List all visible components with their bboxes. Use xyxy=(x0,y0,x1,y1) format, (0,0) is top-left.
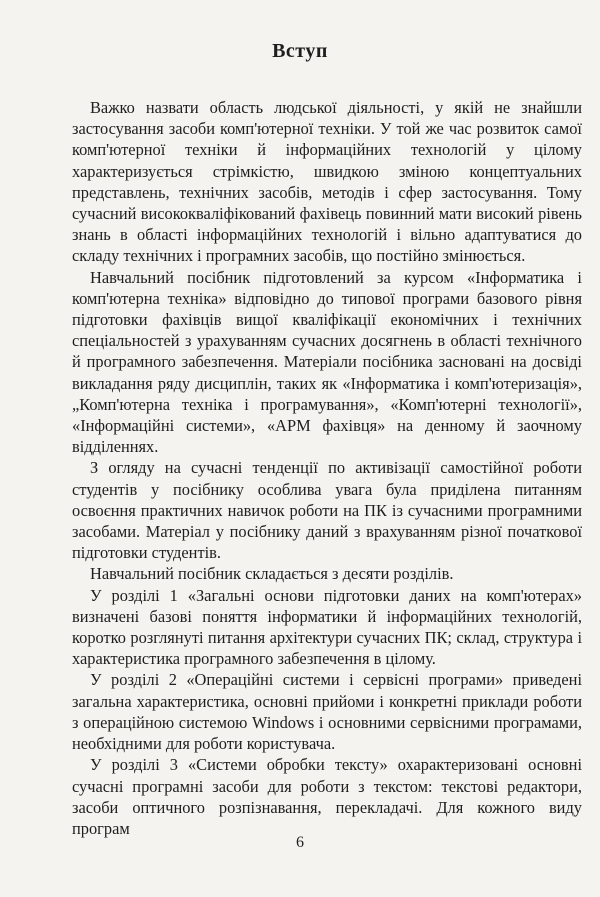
paragraph: У розділі 3 «Системи обробки тексту» охарактеризовані основні сучасні програмні засоби для роботи з текстом: текстові редактори, засоби оптичного розпізнавання, перекладачі. Для кожного виду програм xyxy=(72,755,582,838)
paragraph: Навчальний посібник підготовлений за курсом «Інформатика і комп'ютерна техніка» відповідно до типової програми базового рівня підготовки фахівців вищої кваліфікації економічних і технічних спеціальностей з урахуванням сучасних досягнень в області технічного й програмного забезпечення. Матеріали посібника засновані на досвіді викладання ряду дисциплін, таких як «Інформатика і комп'ютеризація», „Комп'ютерна техніка і програмування», «Комп'ютерні технології», «Інформаційні системи», «АРМ фахівця» на денному й заочному відділеннях. xyxy=(72,267,582,457)
paragraph: У розділі 2 «Операційні системи і сервісні програми» приведені загальна характеристика, основні прийоми і конкретні приклади роботи з операційною системою Windows і основними сервісними програмами, необхідними для роботи користувача. xyxy=(72,670,582,754)
body-text xyxy=(72,97,582,839)
paragraph: Важко назвати область людської діяльності, у якій не знайшли застосування засоби комп'ютерної техніки. У той же час розвиток самої комп'ютерної техніки й інформаційних технологій у цілому характеризується стрімкістю, швидкою зміною концептуальних представлень, технічних засобів, методів і сфер застосування. Тому сучасний висококваліфікований фахівець повинний мати високий рівень знань в області інформаційних технологій і вільно адаптуватися до складу технічних і програмних засобів, що постійно змінюється. xyxy=(72,98,582,266)
page-title: Вступ xyxy=(272,40,328,62)
paragraph: У розділі 1 «Загальні основи підготовки даних на комп'ютерах» визначені базові поняття інформатики й інформаційних технологій, коротко розглянуті питання архітектури сучасних ПК; склад, структура і характеристика програмного забезпечення в цілому. xyxy=(72,585,582,669)
paragraph: Навчальний посібник складається з десяти розділів. xyxy=(90,564,454,584)
page-number: 6 xyxy=(296,834,304,851)
paragraph: З огляду на сучасні тенденції по активізації самостійної роботи студентів у посібнику особлива увага була приділена питанням освоєння практичних навичок роботи на ПК із сучасними програмними засобами. Матеріал у посібнику даний з врахуванням різної початкової підготовки студентів. xyxy=(72,458,582,563)
